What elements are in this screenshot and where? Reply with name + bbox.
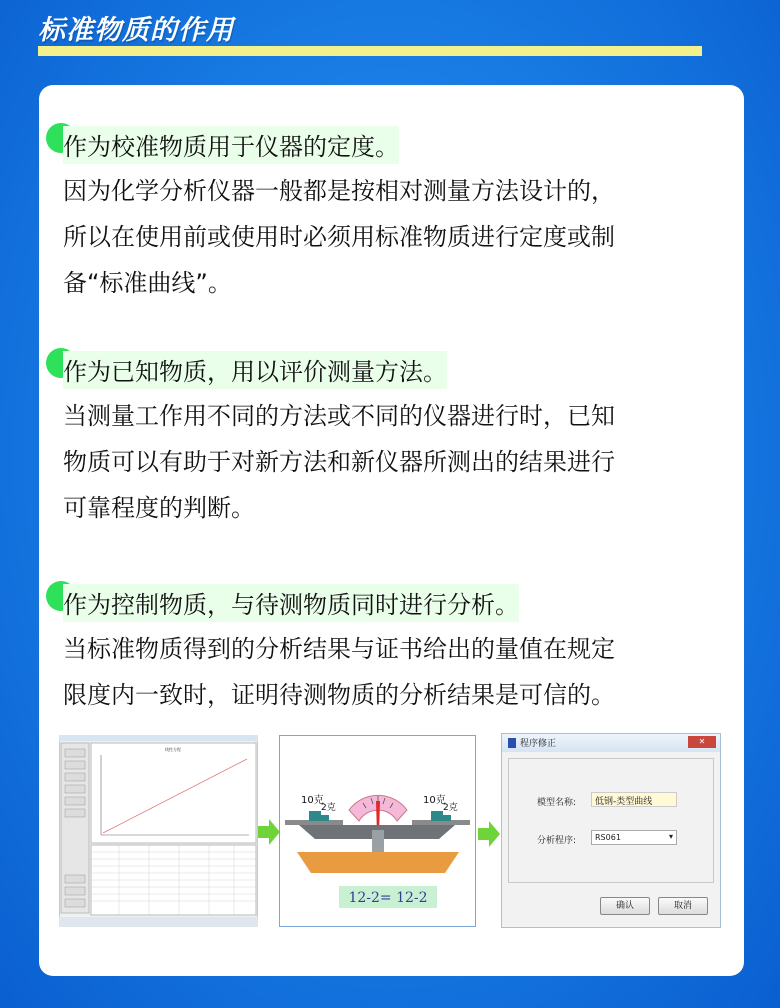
left-weight-label: 10克 xyxy=(301,795,324,806)
right-weight-label: 10克 xyxy=(423,795,446,806)
right-weight-small-label: 2克 xyxy=(443,803,458,813)
program-correction-dialog xyxy=(501,733,721,928)
title-underline xyxy=(38,46,702,56)
section-heading: 作为已知物质，用以评价测量方法。 xyxy=(63,351,447,389)
balance-scale-figure xyxy=(279,735,476,927)
body-line: 当测量工作用不同的方法或不同的仪器进行时，已知 xyxy=(63,402,615,430)
software-screenshot-figure xyxy=(59,735,258,927)
header xyxy=(38,6,702,58)
section-known-substance xyxy=(39,348,744,531)
dialog-title: 程序修正 xyxy=(520,739,557,749)
body-line: 所以在使用前或使用时必须用标准物质进行定度或制 xyxy=(63,223,615,251)
content-card xyxy=(39,85,744,976)
dialog-body xyxy=(508,758,714,883)
section-heading: 作为控制物质，与待测物质同时进行分析。 xyxy=(63,584,519,622)
model-name-label: 模型名称: xyxy=(537,798,577,808)
confirm-button[interactable]: 确认 xyxy=(600,897,650,915)
left-weight-small-label: 2克 xyxy=(321,803,336,813)
body-line: 可靠程度的判断。 xyxy=(63,494,255,522)
dialog-titlebar xyxy=(502,734,720,752)
cancel-button[interactable]: 取消 xyxy=(658,897,708,915)
section-heading: 作为校准物质用于仪器的定度。 xyxy=(63,126,399,164)
section-calibration xyxy=(39,123,744,306)
model-name-field[interactable]: 低钢-类型曲线 xyxy=(591,792,677,807)
analysis-program-value: RS061 xyxy=(595,833,621,842)
body-line: 因为化学分析仪器一般都是按相对测量方法设计的， xyxy=(63,177,615,205)
body-line: 限度内一致时，证明待测物质的分析结果是可信的。 xyxy=(63,681,615,709)
body-line: 当标准物质得到的分析结果与证书给出的量值在规定 xyxy=(63,635,615,663)
section-control-substance xyxy=(39,581,744,718)
body-line: 物质可以有助于对新方法和新仪器所测出的结果进行 xyxy=(63,448,615,476)
app-icon xyxy=(508,738,516,748)
plot-title: 线性方程 xyxy=(165,747,181,752)
page-title: 标准物质的作用 xyxy=(38,15,234,46)
right-arrow-icon xyxy=(478,821,500,847)
chevron-down-icon: ▾ xyxy=(668,832,673,841)
right-arrow-icon xyxy=(258,819,280,845)
body-line: 备“标准曲线”。 xyxy=(63,269,232,297)
analysis-program-label: 分析程序: xyxy=(537,836,577,846)
close-icon[interactable]: ✕ xyxy=(688,736,716,748)
analysis-program-select[interactable] xyxy=(591,830,677,845)
balance-equation: 12-2= 12-2 xyxy=(348,890,428,906)
